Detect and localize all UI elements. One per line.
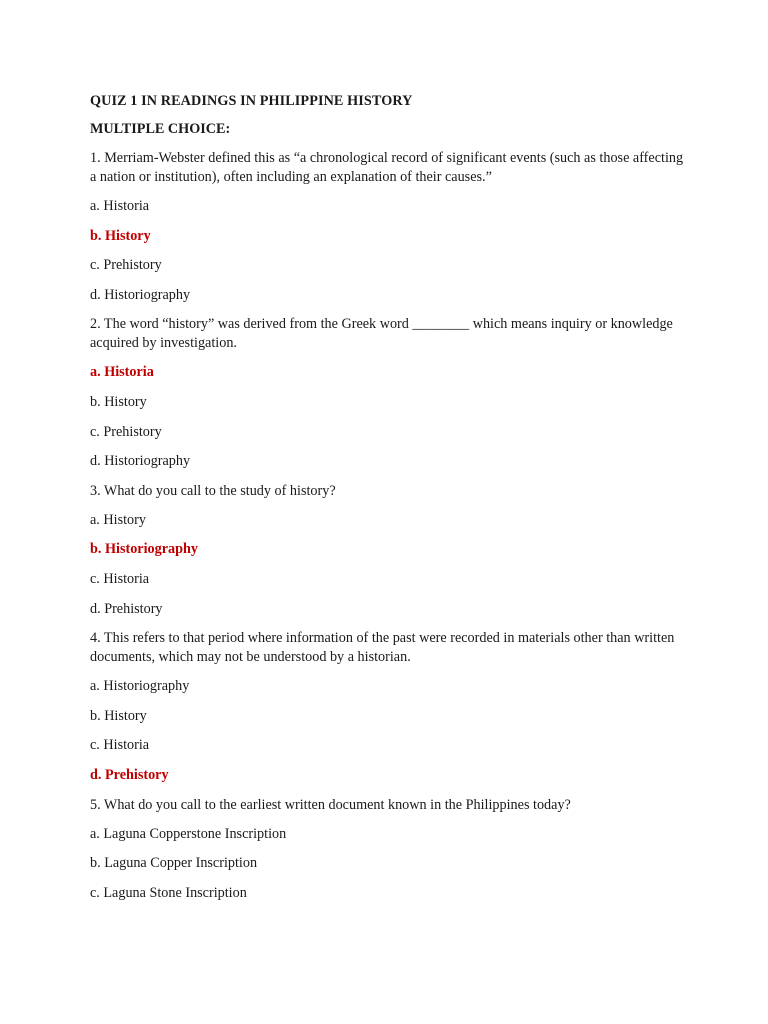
question-text: 4. This refers to that period where information of the past were recorded in materials other than written documents, which may not be understood by a historian. xyxy=(90,630,675,666)
section-heading: MULTIPLE CHOICE: xyxy=(90,121,231,137)
answer-option: a. History xyxy=(90,511,146,528)
answer-option: c. Prehistory xyxy=(90,257,162,274)
answer-option-correct: a. Historia xyxy=(90,364,154,381)
answer-option: c. Historia xyxy=(90,737,150,754)
question-text: 5. What do you call to the earliest written document known in the Philippines today? xyxy=(90,796,571,813)
question-3 xyxy=(90,482,690,619)
question-4 xyxy=(90,629,690,785)
answer-option: a. Historiography xyxy=(90,678,190,695)
answer-option-correct: d. Prehistory xyxy=(90,766,169,783)
answer-option: c. Historia xyxy=(90,570,150,587)
answer-option: d. Historiography xyxy=(90,453,191,470)
answer-option: d. Prehistory xyxy=(90,600,163,617)
document-content xyxy=(90,92,690,913)
answer-option: a. Historia xyxy=(90,198,150,214)
answer-option-correct: b. Historiography xyxy=(90,541,198,558)
question-5 xyxy=(90,796,690,903)
answer-option: c. Prehistory xyxy=(90,423,162,440)
quiz-title: QUIZ 1 IN READINGS IN PHILIPPINE HISTORY xyxy=(90,93,413,109)
question-2 xyxy=(90,315,690,471)
answer-option: b. History xyxy=(90,707,147,724)
answer-option: b. Laguna Copper Inscription xyxy=(90,855,258,872)
answer-option: a. Laguna Copperstone Inscription xyxy=(90,825,287,842)
question-text: 2. The word “history” was derived from the Greek word ________ which means inquiry or knowledge acquired by investigation. xyxy=(90,316,673,352)
answer-option: b. History xyxy=(90,393,147,410)
question-text: 1. Merriam-Webster defined this as “a chronological record of significant events (such as those affecting a nation or institution), often including an explanation of their causes.” xyxy=(90,150,684,185)
answer-option: d. Historiography xyxy=(90,286,191,303)
answer-option-correct: b. History xyxy=(90,227,151,244)
question-text: 3. What do you call to the study of history? xyxy=(90,482,336,499)
question-1 xyxy=(90,149,690,305)
answer-option: c. Laguna Stone Inscription xyxy=(90,884,247,901)
